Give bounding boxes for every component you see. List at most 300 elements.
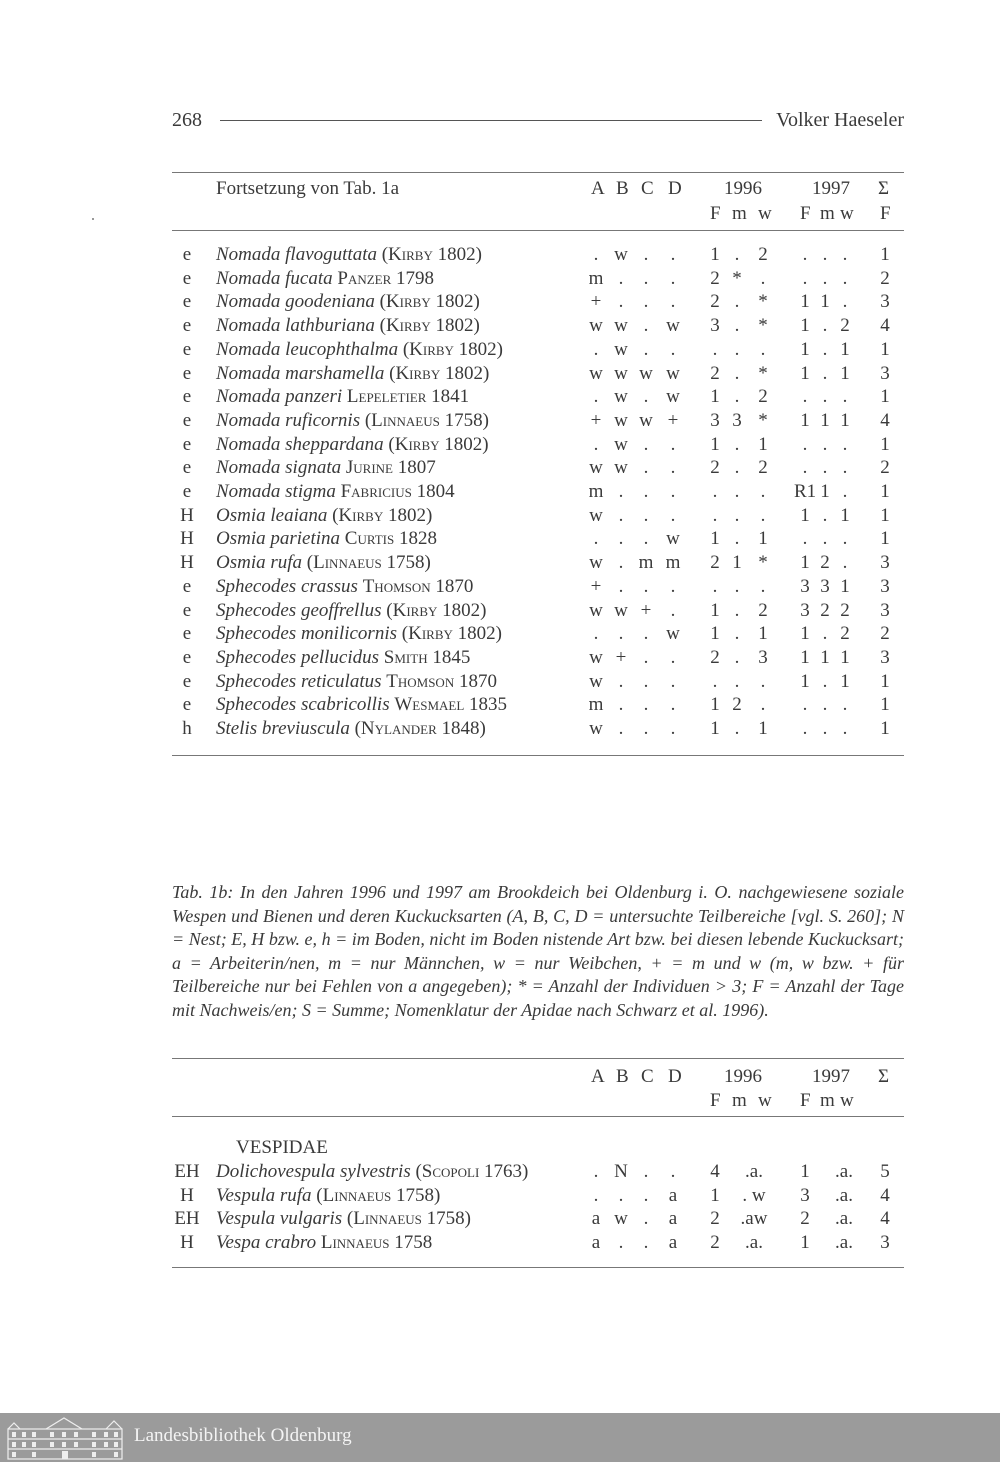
table-cell: .: [643, 338, 649, 360]
table-cell: +: [590, 409, 602, 431]
table-cell: .: [734, 386, 740, 408]
table-1a-continuation: [172, 172, 904, 762]
table-cell: 3: [800, 575, 810, 597]
species-author: (Kirby 1802): [402, 338, 504, 360]
col-c: C: [641, 1066, 654, 1087]
species-name: [216, 527, 437, 551]
species-author: Thomson 1870: [362, 575, 474, 597]
table-cell: .aw: [740, 1208, 768, 1230]
table-cell: .: [712, 504, 718, 526]
col-a: A: [591, 178, 605, 199]
table-cell: .: [670, 291, 676, 313]
table-cell: 3: [820, 575, 830, 597]
table-cell: .: [643, 315, 649, 337]
table-cell: 1: [880, 386, 890, 408]
table-cell: .: [643, 457, 649, 479]
table-cell: 1: [710, 1184, 720, 1206]
table-cell: .: [802, 528, 808, 550]
species-binomial: Nomada stigma: [216, 481, 336, 502]
species-author: Fabricius 1804: [340, 481, 455, 502]
table-cell: 2: [820, 552, 830, 574]
table-row: [172, 1231, 904, 1255]
sub-1997-w: w: [840, 1090, 854, 1111]
table-cell: m: [588, 481, 604, 502]
table-cell: .: [822, 670, 828, 692]
table-cell: 1: [758, 718, 768, 739]
table-cell: 1: [710, 433, 720, 455]
species-binomial: Osmia rufa: [216, 552, 303, 574]
table-cell: w: [666, 315, 680, 337]
species-binomial: Nomada marshamella: [216, 362, 385, 384]
table-row: [172, 362, 904, 386]
table-cell: .: [734, 338, 740, 360]
table-cell: 1: [820, 291, 830, 313]
table-cell: .: [842, 481, 848, 502]
col-b: B: [616, 178, 629, 199]
table-cell: w: [614, 338, 628, 360]
nesting-type: e: [182, 267, 192, 289]
species-binomial: Nomada fucata: [216, 267, 333, 289]
table-cell: .: [643, 670, 649, 692]
species-binomial: Dolichovespula sylvestris: [216, 1161, 411, 1182]
col-1997: 1997: [812, 1066, 850, 1087]
sub-sum-f: F: [880, 203, 891, 224]
species-name: [216, 551, 431, 575]
nesting-type: e: [182, 291, 192, 313]
table-cell: 2: [758, 244, 768, 265]
table-cell: 1: [880, 481, 890, 502]
table-row: [172, 456, 904, 480]
species-name: [216, 1231, 432, 1255]
table-cell: .: [670, 244, 676, 265]
table-cell: .: [593, 433, 599, 455]
table-cell: .: [842, 291, 848, 313]
sub-1996-m: m: [732, 203, 747, 224]
table-cell: .: [734, 575, 740, 597]
nesting-type: H: [180, 528, 194, 550]
species-binomial: Vespula rufa: [216, 1184, 312, 1206]
nesting-type: e: [182, 338, 192, 360]
species-name: [216, 456, 436, 480]
table-cell: .: [734, 599, 740, 621]
table-cell: 1: [880, 718, 890, 739]
table-cell: .: [593, 623, 599, 645]
species-author: (Kirby 1802): [332, 504, 433, 526]
species-name: [216, 504, 432, 528]
sub-1997-m: m: [820, 203, 835, 224]
table-cell: *: [758, 315, 768, 337]
species-binomial: Sphecodes reticulatus: [216, 670, 382, 692]
table-cell: 1: [820, 481, 830, 502]
table-row: [172, 504, 904, 528]
table-cell: 2: [758, 599, 768, 621]
species-name: [216, 314, 480, 338]
species-binomial: Sphecodes crassus: [216, 575, 358, 597]
nesting-type: EH: [174, 1208, 200, 1230]
nesting-type: e: [182, 694, 192, 716]
table-cell: w: [589, 646, 603, 668]
species-binomial: Nomada goodeniana: [216, 291, 375, 313]
table-cell: .: [643, 433, 649, 455]
table-cell: .: [618, 694, 624, 716]
species-author: (Linnaeus 1758): [316, 1184, 441, 1206]
species-binomial: Vespula vulgaris: [216, 1208, 343, 1230]
table-cell: .: [802, 433, 808, 455]
table-row: [172, 267, 904, 291]
table-row: [172, 693, 904, 717]
table-cell: a: [591, 1232, 601, 1254]
species-author: Smith 1845: [383, 646, 471, 668]
table-cell: 2: [710, 646, 720, 668]
nesting-type: e: [182, 575, 192, 597]
table-cell: .: [593, 1184, 599, 1206]
table-row: [172, 1184, 904, 1208]
table-row: [172, 480, 904, 504]
nesting-type: H: [180, 1232, 194, 1254]
table-cell: .: [618, 623, 624, 645]
sub-1997-f: F: [800, 203, 811, 224]
page-number: 268: [172, 108, 202, 131]
table-cell: w: [614, 599, 628, 621]
table-cell: .: [643, 1184, 649, 1206]
table-cell: .: [618, 718, 624, 739]
table-cell: .: [593, 386, 599, 408]
table-cell: 1: [800, 315, 810, 337]
table-cell: .: [822, 338, 828, 360]
table-row: [172, 290, 904, 314]
table-1b: [172, 1058, 904, 1270]
table-cell: .: [712, 670, 718, 692]
table-cell: .: [822, 528, 828, 550]
table-cell: .: [822, 386, 828, 408]
table-cell: w: [614, 362, 628, 384]
table-cell: 3: [880, 575, 890, 597]
table-cell: 1: [800, 291, 810, 313]
table-cell: .: [593, 528, 599, 550]
species-author: (Linnaeus 1758): [364, 409, 489, 431]
page-header: [172, 106, 904, 134]
table-row: [172, 599, 904, 623]
table-top-rule: [172, 1058, 904, 1059]
table-cell: .: [842, 718, 848, 739]
table-cell: .: [734, 718, 740, 739]
table-cell: .: [734, 457, 740, 479]
table-cell: .: [760, 481, 766, 502]
table-cell: 2: [710, 1208, 720, 1230]
col-a: A: [591, 1066, 605, 1087]
table-cell: 1: [880, 670, 890, 692]
species-binomial: Osmia parietina: [216, 528, 341, 550]
table-cell: .: [734, 433, 740, 455]
header-bottom-rule: [172, 230, 904, 231]
species-binomial: Sphecodes monilicornis: [216, 623, 398, 645]
table-cell: .: [822, 362, 828, 384]
species-author: (Nylander 1848): [354, 718, 486, 739]
col-1996: 1996: [724, 178, 762, 199]
table-cell: .: [643, 575, 649, 597]
table-row: [172, 670, 904, 694]
species-author: Wesmael 1835: [394, 694, 508, 716]
nesting-type: e: [182, 315, 192, 337]
table-cell: 2: [710, 267, 720, 289]
table-cell: .: [670, 504, 676, 526]
species-name: [216, 362, 489, 386]
table-cell: w: [614, 433, 628, 455]
table-cell: 1: [800, 1232, 810, 1254]
nesting-type: EH: [174, 1161, 200, 1182]
table-row: [172, 243, 904, 267]
table-cell: .: [618, 504, 624, 526]
table-cell: .: [760, 267, 766, 289]
table-cell: 1: [758, 528, 768, 550]
table-cell: 1: [710, 386, 720, 408]
table-cell: 1: [710, 528, 720, 550]
table-cell: 1: [880, 528, 890, 550]
table-cell: .: [643, 504, 649, 526]
species-name: [216, 646, 470, 670]
table-cell: *: [758, 409, 768, 431]
table-cell: .: [822, 315, 828, 337]
table-cell: 2: [840, 599, 850, 621]
table-cell: 2: [840, 623, 850, 645]
nesting-type: H: [180, 1184, 194, 1206]
species-name: [216, 409, 489, 433]
species-binomial: Sphecodes geoffrellus: [216, 599, 382, 621]
table-cell: .: [643, 646, 649, 668]
table-cell: 1: [710, 694, 720, 716]
species-binomial: Vespa crabro: [216, 1232, 317, 1254]
table-cell: 1: [880, 694, 890, 716]
table-cell: 2: [880, 267, 890, 289]
table-cell: 3: [710, 315, 720, 337]
table-cell: .: [734, 623, 740, 645]
table-cell: 2: [800, 1208, 810, 1230]
species-author: Thomson 1870: [386, 670, 497, 692]
species-name: [216, 622, 502, 646]
table-cell: .: [842, 267, 848, 289]
table-cell: 3: [800, 599, 810, 621]
table-cell: .: [822, 433, 828, 455]
table-cell: .: [643, 623, 649, 645]
table-cell: *: [732, 267, 742, 289]
table-cell: .: [643, 718, 649, 739]
table-cell: a: [591, 1208, 601, 1230]
table-cell: *: [758, 291, 768, 313]
nesting-type: H: [180, 552, 194, 574]
table-cell: .: [618, 670, 624, 692]
species-author: Jurine 1807: [345, 457, 436, 479]
table-cell: m: [588, 694, 604, 716]
table-cell: .: [670, 599, 676, 621]
species-name: [216, 267, 434, 291]
table-cell: 2: [710, 1232, 720, 1254]
table-cell: .: [822, 244, 828, 265]
table-cell: 1: [840, 338, 850, 360]
table-row: [172, 1160, 904, 1184]
table-cell: w: [589, 457, 603, 479]
table-cell: +: [590, 575, 602, 597]
table-1b-caption: Tab. 1b: In den Jahren 1996 und 1997 am Brookdeich bei Oldenburg i. O. nachgewiesene soziale Wespen und Bienen und deren Kuckucksarten (A, B, C, D = untersuchte Teilbereiche [vgl. S. 260]; N = Nest; E, H bzw. e, h = im Boden, nicht im Boden nistende Art bzw. bei diesen lebende Kuckucksart; a = Arbeiterin/nen, m = nur Männchen, w = nur Weibchen, + = m und w (m, w bzw. + für Teilbereiche nur bei Fehlen von a angegeben); * = Anzahl der Individuen > 3; F = Anzahl der Tage mit Nachweis/en; S = Summe; Nomenklatur der Apidae nach Schwarz et al. 1996).: [172, 882, 904, 1020]
table-cell: w: [614, 386, 628, 408]
table-cell: 2: [840, 315, 850, 337]
table-cell: 1: [840, 409, 850, 431]
table-cell: w: [614, 315, 628, 337]
table-cell: 2: [710, 552, 720, 574]
table-cell: m: [638, 552, 654, 574]
table-cell: w: [614, 457, 628, 479]
species-binomial: Nomada ruficornis: [216, 409, 361, 431]
sub-1997-w: w: [840, 203, 854, 224]
sub-1997-f: F: [800, 1090, 811, 1111]
nesting-type: e: [182, 362, 192, 384]
species-author: Lepeletier 1841: [346, 386, 470, 408]
table-cell: .: [760, 504, 766, 526]
table-cell: a: [668, 1232, 678, 1254]
table-cell: .: [842, 433, 848, 455]
species-binomial: Nomada lathburiana: [216, 315, 375, 337]
nesting-type: e: [182, 599, 192, 621]
nesting-type: e: [182, 457, 192, 479]
table-cell: .: [618, 552, 624, 574]
table-cell: w: [666, 386, 680, 408]
table-cell: +: [667, 409, 679, 431]
species-name: [216, 1207, 471, 1231]
table-cell: w: [589, 504, 603, 526]
table-cell: .a.: [835, 1208, 853, 1230]
table-cell: w: [589, 599, 603, 621]
table-cell: 3: [880, 552, 890, 574]
table-cell: 1: [800, 552, 810, 574]
table-cell: .: [643, 1232, 649, 1254]
table-cell: w: [639, 409, 653, 431]
library-footer: [0, 1413, 1000, 1462]
table-cell: w: [639, 362, 653, 384]
col-d: D: [668, 1066, 682, 1087]
nesting-type: e: [182, 646, 192, 668]
table-cell: . w: [742, 1184, 766, 1206]
table-cell: 2: [710, 457, 720, 479]
table-cell: 2: [710, 291, 720, 313]
species-binomial: Sphecodes scabricollis: [216, 694, 390, 716]
table-cell: .: [670, 575, 676, 597]
table-cell: +: [590, 291, 602, 313]
nesting-type: e: [182, 244, 192, 265]
table-cell: .: [618, 291, 624, 313]
species-author: (Kirby 1802): [389, 362, 490, 384]
table-row: [172, 551, 904, 575]
family-vespidae: VESPIDAE: [236, 1137, 328, 1158]
table-cell: 1: [880, 504, 890, 526]
table-cell: 1: [732, 552, 742, 574]
sub-1996-m: m: [732, 1090, 747, 1111]
table-cell: .: [643, 244, 649, 265]
table-cell: w: [614, 244, 628, 265]
table-cell: .: [734, 504, 740, 526]
table-cell: +: [615, 646, 627, 668]
table-top-rule: [172, 172, 904, 173]
table-cell: .: [842, 244, 848, 265]
table-cell: .: [842, 694, 848, 716]
table-cell: .: [593, 244, 599, 265]
table-cell: .: [670, 718, 676, 739]
table-cell: 1: [840, 670, 850, 692]
species-binomial: Stelis breviuscula: [216, 718, 350, 739]
table-cell: +: [640, 599, 652, 621]
table-cell: *: [758, 362, 768, 384]
section-heading: [172, 1136, 904, 1160]
table-cell: R1: [794, 481, 817, 502]
table-cell: .: [734, 670, 740, 692]
table-cell: a: [668, 1184, 678, 1206]
table-cell: .: [618, 267, 624, 289]
table-cell: .: [822, 694, 828, 716]
table-cell: .: [712, 338, 718, 360]
table-cell: .: [618, 1232, 624, 1254]
species-name: [216, 480, 455, 504]
table-cell: .: [760, 338, 766, 360]
table-cell: w: [589, 552, 603, 574]
table-cell: 2: [710, 362, 720, 384]
table-cell: 1: [880, 244, 890, 265]
nesting-type: e: [182, 386, 192, 408]
table-cell: .: [734, 362, 740, 384]
header-bottom-rule: [172, 1116, 904, 1117]
table-cell: .: [842, 552, 848, 574]
table-cell: 1: [800, 338, 810, 360]
header-rule: [220, 120, 762, 121]
nesting-type: h: [182, 718, 192, 739]
table-cell: .: [643, 386, 649, 408]
table-cell: 3: [880, 291, 890, 313]
table-cell: w: [589, 718, 603, 739]
table-cell: 2: [732, 694, 742, 716]
scan-speck: [92, 218, 94, 220]
table-cell: .: [643, 528, 649, 550]
table-cell: .: [802, 386, 808, 408]
species-author: (Kirby 1802): [379, 315, 480, 337]
species-binomial: Nomada signata: [216, 457, 342, 479]
col-d: D: [668, 178, 682, 199]
table-cell: .: [822, 623, 828, 645]
table-row: [172, 409, 904, 433]
species-name: [216, 693, 507, 717]
table-cell: .: [670, 694, 676, 716]
table-cell: 4: [880, 315, 890, 337]
species-author: (Kirby 1802): [381, 244, 482, 265]
table-cell: 1: [820, 646, 830, 668]
table-bottom-rule: [172, 1267, 904, 1268]
table-cell: N: [614, 1161, 628, 1182]
species-name: [216, 1184, 440, 1208]
table-cell: .a.: [835, 1232, 853, 1254]
table-cell: .: [618, 528, 624, 550]
table-cell: .: [593, 1161, 599, 1182]
table-cell: .: [822, 457, 828, 479]
table-cell: .: [593, 338, 599, 360]
table-cell: .: [670, 433, 676, 455]
table-cell: .: [734, 291, 740, 313]
table-cell: .: [670, 338, 676, 360]
col-sum: Σ: [878, 178, 890, 199]
species-name: [216, 1160, 528, 1184]
species-name: [216, 433, 489, 457]
table-cell: 1: [800, 362, 810, 384]
sub-1997-m: m: [820, 1090, 835, 1111]
table-cell: 2: [880, 623, 890, 645]
library-building-logo: [6, 1415, 124, 1460]
table-cell: .: [618, 481, 624, 502]
table-cell: .a.: [835, 1161, 853, 1182]
